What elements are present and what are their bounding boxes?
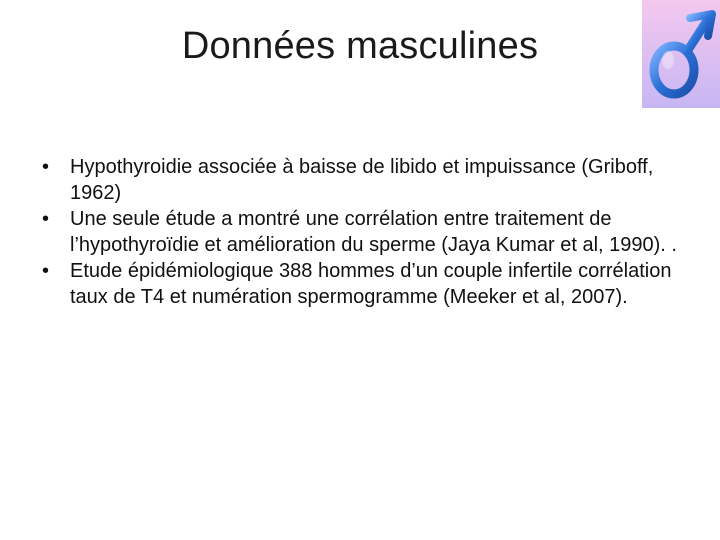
bullet-text: Une seule étude a montré une corrélation entre traitement de l’hypothyroïdie et amélioration du sperme (Jaya Kumar et al, 1990). . [70,208,677,256]
bullet-glyph: • [42,156,50,178]
slide-title: Données masculines [181,25,539,67]
bullet-item [42,206,692,258]
bullet-text: Hypothyroidie associée à baisse de libido et impuissance (Griboff, 1962) [70,156,654,204]
bullet-list [42,154,692,310]
male-symbol-icon [642,0,720,108]
bullet-item [42,258,692,310]
bullet-glyph: • [42,208,50,230]
bullet-item [42,154,692,206]
bullet-text: Etude épidémiologique 388 hommes d’un couple infertile corrélation taux de T4 et numération spermogramme (Meeker et al, 2007). [70,260,672,308]
bullet-glyph: • [42,260,50,282]
